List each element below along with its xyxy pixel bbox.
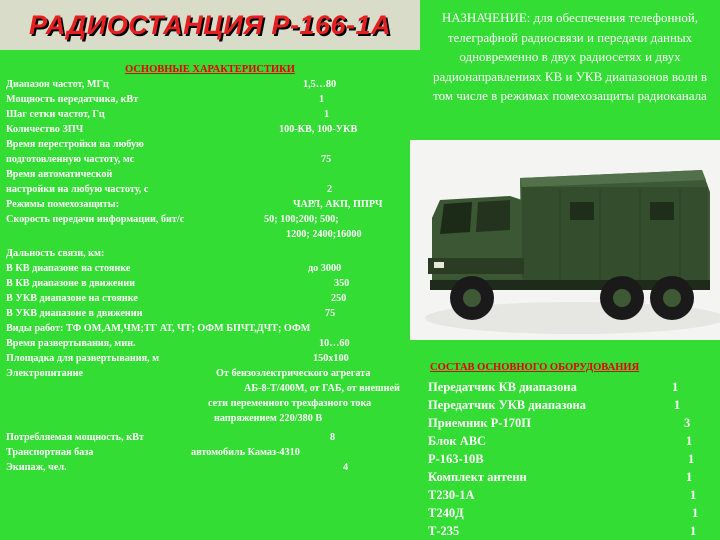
- spec-label: Потребляемая мощность, кВт: [6, 432, 144, 443]
- composition-item-qty: 1: [686, 470, 693, 484]
- spec-row: [6, 276, 416, 291]
- spec-row: [6, 430, 416, 445]
- spec-label: Время перестройки на любую: [6, 139, 144, 150]
- spec-value: АБ-8-Т/400М, от ГАБ, от внешней: [244, 383, 400, 394]
- spec-row: [6, 137, 416, 152]
- spec-row: [6, 351, 416, 366]
- spec-label: Дальность связи, км:: [6, 248, 105, 259]
- spec-label: Количество ЗПЧ: [6, 124, 84, 135]
- spec-value: 1200; 2400;16000: [286, 229, 362, 240]
- spec-label: В УКВ диапазоне в движении: [6, 308, 143, 319]
- spec-row: [6, 227, 416, 242]
- spec-row: [6, 381, 416, 396]
- spec-label: Транспортная база: [6, 447, 94, 458]
- spec-label: Площадка для развертывания, м: [6, 353, 160, 364]
- spec-value: 4: [343, 462, 349, 473]
- spec-label: Виды работ: ТФ ОМ,АМ,ЧМ;ТГ АТ, ЧТ; ОФМ БПЧТ,ДЧТ; ОФМ: [6, 323, 311, 334]
- spec-value: 2: [327, 184, 333, 195]
- specs-heading: ОСНОВНЫЕ ХАРАКТЕРИСТИКИ: [125, 64, 295, 75]
- spec-value: 1: [324, 109, 330, 120]
- composition-item: [428, 468, 713, 486]
- spec-row: [6, 107, 416, 122]
- spec-row: [6, 212, 416, 227]
- spec-label: Экипаж, чел.: [6, 462, 67, 473]
- spec-row: [6, 167, 416, 182]
- composition-item-qty: 1: [690, 488, 697, 502]
- spec-label: Время автоматической: [6, 169, 113, 180]
- composition-item-qty: 1: [692, 506, 699, 520]
- spec-value: 350: [334, 278, 350, 289]
- spec-value: 8: [330, 432, 336, 443]
- spec-row: [6, 92, 416, 107]
- composition-item-qty: 1: [688, 452, 695, 466]
- spec-row: [6, 261, 416, 276]
- spec-row: [6, 291, 416, 306]
- truck-image: [410, 140, 720, 340]
- spec-row: [6, 396, 416, 411]
- spec-value: 50; 100;200; 500;: [264, 214, 339, 225]
- composition-item-name: Т-235: [428, 524, 460, 538]
- spec-value: От бензоэлектрического агрегата: [216, 368, 371, 379]
- spec-value: автомобиль Камаз-4310: [191, 447, 300, 458]
- spec-label: Режимы помехозащиты:: [6, 199, 120, 210]
- composition-item: [428, 486, 713, 504]
- composition-item: [428, 522, 713, 540]
- composition-item-name: Передатчик УКВ диапазона: [428, 398, 586, 412]
- spec-row: [6, 122, 416, 137]
- spec-value: 1: [319, 94, 325, 105]
- spec-row: [6, 246, 416, 261]
- page-title: РАДИОСТАНЦИЯ Р-166-1А: [28, 9, 391, 40]
- spec-label: настройки на любую частоту, с: [6, 184, 149, 195]
- spec-value: 250: [331, 293, 347, 304]
- purpose-label: НАЗНАЧЕНИЕ:: [441, 10, 531, 25]
- title-box: [0, 0, 420, 50]
- spec-value: ЧАРЛ, АКП, ППРЧ: [293, 199, 383, 210]
- spec-row: [6, 445, 416, 460]
- spec-row: [6, 152, 416, 167]
- spec-value: 1,5…80: [303, 79, 337, 90]
- composition-item-qty: 1: [690, 524, 697, 538]
- spec-label: Время развертывания, мин.: [6, 338, 136, 349]
- composition-item-qty: 1: [674, 398, 681, 412]
- composition-item-qty: 1: [686, 434, 693, 448]
- spec-value: 10…60: [319, 338, 350, 349]
- spec-value: сети переменного трехфазного тока: [208, 398, 372, 409]
- composition-item-name: Т230-1А: [428, 488, 475, 502]
- spec-row: [6, 411, 416, 426]
- composition-heading: СОСТАВ ОСНОВНОГО ОБОРУДОВАНИЯ: [430, 362, 640, 373]
- composition-item: [428, 396, 713, 414]
- composition-item-name: Блок АВС: [428, 434, 487, 448]
- spec-value: 75: [321, 154, 332, 165]
- spec-label: Скорость передачи информации, бит/с: [6, 214, 185, 225]
- purpose-text: [424, 8, 716, 106]
- spec-row: [6, 306, 416, 321]
- spec-label: В КВ диапазоне в движении: [6, 278, 136, 289]
- spec-value: напряжением 220/380 В: [214, 413, 323, 424]
- composition-item: [428, 450, 713, 468]
- purpose-body: для обеспечения телефонной, телеграфной радиосвязи и передачи данных одновременно в двух радиосетях и двух радионаправлениях КВ и УКВ диапазонов волн в том числе в режимах помехозащиты радиоканала: [432, 10, 708, 103]
- spec-value: 150х100: [313, 353, 349, 364]
- spec-label: Электропитание: [6, 368, 83, 379]
- composition-item-name: Комплект антенн: [428, 470, 527, 484]
- spec-row: [6, 321, 416, 336]
- composition-item: [428, 504, 713, 522]
- composition-item: [428, 378, 713, 396]
- specs-list: [6, 77, 416, 475]
- spec-value: 75: [325, 308, 336, 319]
- composition-item: [428, 414, 713, 432]
- spec-label: Диапазон частот, МГц: [6, 79, 109, 90]
- composition-item-name: Т240Д: [428, 506, 464, 520]
- composition-item-qty: 3: [684, 416, 691, 430]
- spec-row: [6, 197, 416, 212]
- truck-photo: [410, 140, 720, 340]
- spec-value: до 3000: [308, 263, 342, 274]
- composition-item-name: Р-163-10В: [428, 452, 484, 466]
- composition-item-qty: 1: [672, 380, 679, 394]
- spec-row: [6, 366, 416, 381]
- spec-row: [6, 460, 416, 475]
- spec-label: В УКВ диапазоне на стоянке: [6, 293, 138, 304]
- spec-label: Мощность передатчика, кВт: [6, 94, 139, 105]
- spec-label: В КВ диапазоне на стоянке: [6, 263, 131, 274]
- spec-label: подготовленную частоту, мс: [6, 154, 135, 165]
- composition-list: [428, 378, 713, 540]
- spec-row: [6, 336, 416, 351]
- spec-row: [6, 77, 416, 92]
- composition-item-name: Передатчик КВ диапазона: [428, 380, 577, 394]
- composition-item-name: Приемник Р-170П: [428, 416, 531, 430]
- composition-item: [428, 432, 713, 450]
- spec-row: [6, 182, 416, 197]
- spec-label: Шаг сетки частот, Гц: [6, 109, 105, 120]
- spec-value: 100-КВ, 100-УКВ: [279, 124, 358, 135]
